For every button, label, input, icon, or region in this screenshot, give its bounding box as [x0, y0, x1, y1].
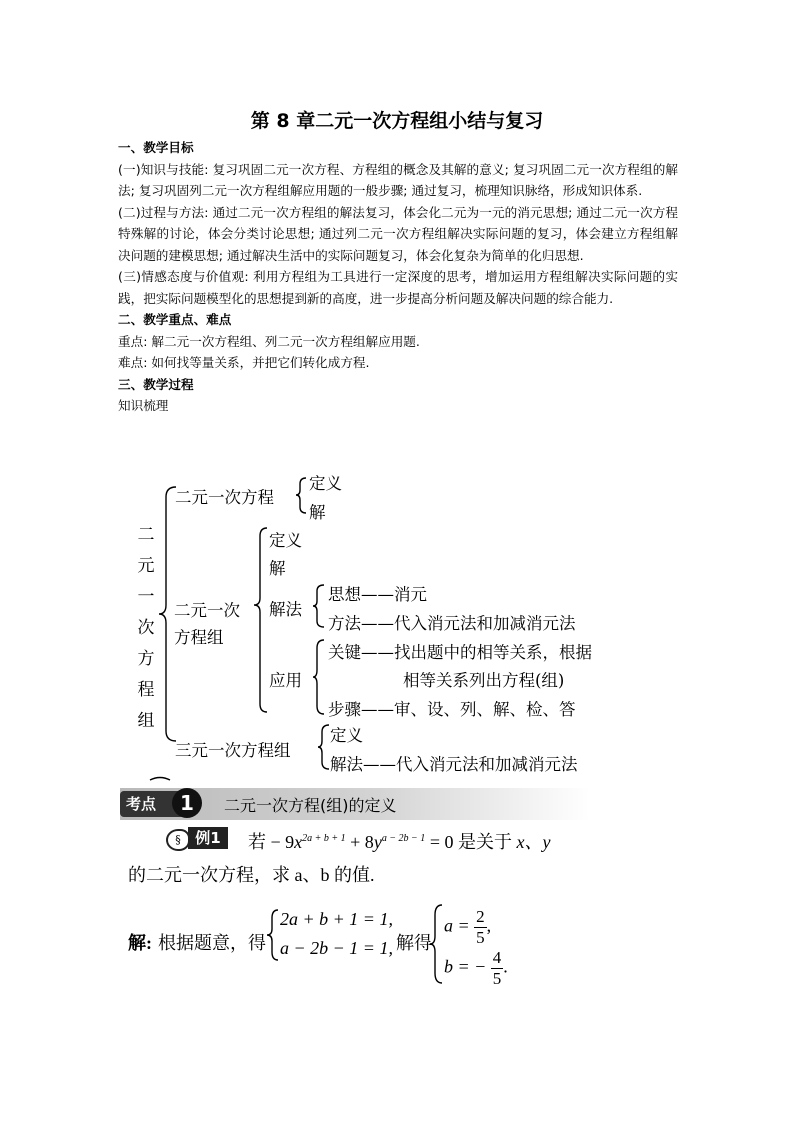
root-char: 一	[137, 587, 155, 607]
subheading-knowledge: 知识梳理	[118, 398, 169, 413]
paragraph-process: (二)过程与方法: 通过二元一次方程组的解法复习，体会化二元为一元的消元思想; 通过二元一次方程特殊解的讨论，体会分类讨论思想; 通过列二元一次方程组解决实际问题的复习，体会建立方程组解决问题的建模思想; 通过解决生活中的实际问题复习，体会化复杂为简单的化归思想.	[118, 204, 678, 263]
tree-apply: 应用	[269, 671, 302, 690]
tree-sys3: 三元一次方程组	[175, 741, 291, 760]
tree-sys3-method: 解法——代入消元法和加减消元法	[330, 755, 578, 774]
tree-sys3-def: 定义	[330, 726, 363, 745]
example-vars: x、y	[516, 832, 551, 852]
tree-key-line1: 关键——找出题中的相等关系，根据	[328, 643, 592, 662]
tree-eq2-sol: 解	[309, 503, 326, 522]
topic-number-badge: 1	[172, 788, 202, 818]
page-title: 第 8 章二元一次方程组小结与复习	[250, 110, 544, 132]
tree-sys2-line2: 方程组	[174, 628, 224, 647]
root-char: 程	[137, 680, 155, 700]
answer-b: b = − $\frac{4}{5}$ .	[444, 948, 508, 988]
tree-eq2: 二元一次方程	[175, 488, 274, 507]
example-line1: 若 − $9x^{2a + b + 1} + 8y^{a - 2b - 1} = 0$ 是关于 x、y	[248, 832, 551, 852]
fraction-a-denominator: 5	[476, 928, 485, 947]
solution-text: 根据题意，得	[158, 933, 266, 953]
fraction-b-numerator: 4	[492, 948, 502, 967]
fraction-b-denominator: 5	[492, 969, 502, 988]
root-char: 二	[137, 525, 155, 545]
tree-sys2-def: 定义	[269, 531, 302, 550]
example-equation-tail: = 0 是关于	[429, 832, 512, 852]
difficulty-text: 难点: 如何找等量关系，并把它们转化成方程.	[118, 355, 370, 370]
swirl-icon: §	[166, 829, 190, 851]
root-char: 组	[137, 711, 155, 731]
tree-eq2-def: 定义	[309, 474, 342, 493]
example-line2: 的二元一次方程，求 a、b 的值.	[128, 865, 375, 885]
tree-steps: 步骤——审、设、列、解、检、答	[328, 700, 576, 719]
section-heading-keypoints: 二、教学重点、难点	[118, 312, 232, 327]
section-heading-goals: 一、教学目标	[118, 140, 194, 155]
fraction-b	[491, 948, 504, 989]
equation-b: a − 2b − 1 = 1,	[280, 938, 393, 958]
topic-tag: 考点	[120, 791, 184, 817]
section-heading-process: 三、教学过程	[118, 376, 194, 392]
answer-b-label: b = −	[444, 956, 487, 977]
solved-text: 解得	[396, 933, 432, 953]
equation-a: 2a + b + 1 = 1,	[280, 909, 393, 929]
example-badge: 例1	[188, 827, 228, 849]
tree-idea: 思想——消元	[328, 585, 427, 604]
tree-approach: 方法——代入消元法和加减消元法	[328, 614, 576, 633]
answer-a-label: a =	[444, 915, 470, 936]
tree-key-line2: 相等关系列出方程(组)	[403, 671, 565, 690]
fraction-a	[474, 907, 487, 948]
root-char: 次	[137, 618, 155, 638]
paragraph-knowledge: (一)知识与技能: 复习巩固二元一次方程、方程组的概念及其解的意义; 复习巩固二元一次方程组的解法; 复习巩固列二元一次方程组解应用题的一般步骤; 通过复习，梳理知识脉络，形成知识体系.	[118, 161, 678, 198]
tree-sys2-sol: 解	[269, 559, 286, 578]
tree-sys2-line1: 二元一次	[174, 601, 240, 620]
answer-a: a = $\frac{2}{5}$ ,	[444, 907, 492, 947]
paragraph-attitude: (三)情感态度与价值观: 利用方程组为工具进行一定深度的思考，增加运用方程组解决实际问题的实践，把实际问题模型化的思想提到新的高度，进一步提高分析问题及解决问题的综合能力.	[118, 269, 678, 306]
solution-label: 解:	[128, 933, 152, 953]
key-point-text: 重点: 解二元一次方程组、列二元一次方程组解应用题.	[118, 333, 420, 349]
root-char: 方	[137, 649, 155, 669]
fraction-a-numerator: 2	[476, 907, 485, 926]
example-lead: 若	[248, 832, 266, 852]
topic-title: 二元一次方程(组)的定义	[224, 796, 397, 815]
tree-method: 解法	[269, 600, 302, 619]
root-char: 元	[137, 556, 155, 576]
